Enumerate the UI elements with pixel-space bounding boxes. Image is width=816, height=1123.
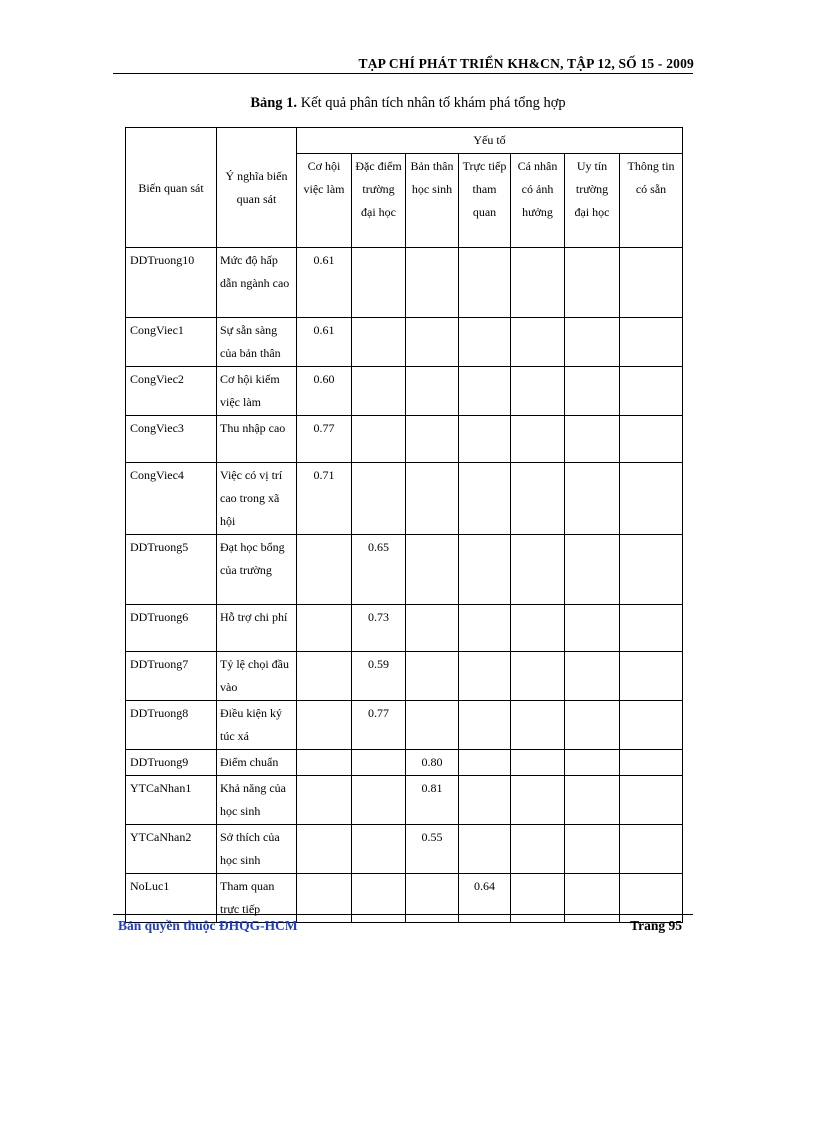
loading-cell [620,776,683,825]
loading-cell [297,701,352,750]
loading-cell [511,776,565,825]
header-factor-4: Trực tiếp tham quan [459,154,511,248]
table-row [126,416,683,463]
loading-cell [352,874,406,923]
variable-cell: CongViec3 [126,416,217,463]
loading-cell [511,248,565,318]
table-row [126,750,683,776]
meaning-cell: Hỗ trợ chi phí [217,605,297,652]
loading-cell: 0.73 [352,605,406,652]
loading-cell [297,874,352,923]
loading-cell [459,701,511,750]
table-row [126,248,683,318]
table-row [126,825,683,874]
meaning-cell: Mức độ hấp dẫn ngành cao [217,248,297,318]
loading-cell [511,605,565,652]
meaning-cell: Việc có vị trí cao trong xã hội [217,463,297,535]
table-row [126,367,683,416]
variable-cell: CongViec1 [126,318,217,367]
loading-cell [459,776,511,825]
loading-cell [352,776,406,825]
loading-cell [459,248,511,318]
loading-cell [620,318,683,367]
table-row [126,701,683,750]
meaning-cell: Điểm chuẩn [217,750,297,776]
loading-cell: 0.60 [297,367,352,416]
loading-cell [620,605,683,652]
table-row [126,874,683,923]
loading-cell [620,416,683,463]
loading-cell [459,750,511,776]
loading-cell [406,318,459,367]
meaning-cell: Thu nhập cao [217,416,297,463]
loading-cell: 0.61 [297,248,352,318]
loading-cell [459,535,511,605]
variable-cell: DDTruong8 [126,701,217,750]
loading-cell [459,463,511,535]
meaning-cell: Tỷ lệ chọi đầu vào [217,652,297,701]
loading-cell [511,318,565,367]
loading-cell [620,535,683,605]
footer-rule [113,914,693,915]
caption-label: Bảng 1. [250,95,298,111]
header-meaning: Ý nghĩa biến quan sát [217,128,297,248]
header-factor-2: Đặc điểm trường đại học [352,154,406,248]
journal-header: TẠP CHÍ PHÁT TRIỂN KH&CN, TẬP 12, SỐ 15 - 2009 [358,56,694,71]
loading-cell: 0.77 [352,701,406,750]
variable-cell: DDTruong9 [126,750,217,776]
loading-cell [511,367,565,416]
loading-cell [406,535,459,605]
variable-cell: DDTruong6 [126,605,217,652]
loading-cell [459,367,511,416]
loading-cell [565,367,620,416]
copyright-text: Bản quyền thuộc ĐHQG-HCM [118,918,298,933]
loading-cell [406,248,459,318]
loading-cell [511,463,565,535]
variable-cell: DDTruong10 [126,248,217,318]
header-factor-1: Cơ hội việc làm [297,154,352,248]
loading-cell [565,535,620,605]
loading-cell [352,248,406,318]
header-factor-7: Thông tin có sẵn [620,154,683,248]
header-rule [113,73,693,74]
header-factor-group: Yếu tố [297,128,683,154]
loading-cell: 0.65 [352,535,406,605]
loading-cell [297,776,352,825]
table-caption [0,95,816,112]
header-variable: Biến quan sát [126,128,217,248]
table-row [126,535,683,605]
loading-cell [352,318,406,367]
header-factor-5: Cá nhân có ảnh hưởng [511,154,565,248]
loading-cell [565,874,620,923]
meaning-cell: Sở thích của học sinh [217,825,297,874]
loading-cell [565,318,620,367]
variable-cell: YTCaNhan2 [126,825,217,874]
table-row [126,318,683,367]
table-row [126,652,683,701]
loading-cell [406,701,459,750]
loading-cell [352,367,406,416]
loading-cell [565,701,620,750]
loading-cell [459,825,511,874]
table-row [126,605,683,652]
loading-cell [459,652,511,701]
loading-cell [352,416,406,463]
loading-cell: 0.71 [297,463,352,535]
table-row [126,463,683,535]
loading-cell [620,825,683,874]
variable-cell: CongViec2 [126,367,217,416]
caption-text: Kết quả phân tích nhân tố khám phá tổng hợp [297,95,566,111]
loading-cell [565,825,620,874]
header-factor-3: Bản thân học sinh [406,154,459,248]
meaning-cell: Đạt học bổng của trường [217,535,297,605]
table-row [126,776,683,825]
loading-cell: 0.59 [352,652,406,701]
loading-cell [297,535,352,605]
loading-cell [406,463,459,535]
loading-cell [620,652,683,701]
loading-cell [565,605,620,652]
variable-cell: DDTruong5 [126,535,217,605]
header-row-group [126,128,683,154]
loading-cell: 0.77 [297,416,352,463]
loading-cell [406,605,459,652]
loading-cell [297,652,352,701]
loading-cell: 0.81 [406,776,459,825]
loading-cell [511,874,565,923]
loading-cell [620,701,683,750]
factor-analysis-table [125,127,683,923]
page-number: Trang 95 [630,918,682,933]
meaning-cell: Sự sẵn sàng của bản thân [217,318,297,367]
loading-cell [565,652,620,701]
variable-cell: DDTruong7 [126,652,217,701]
loading-cell [511,416,565,463]
loading-cell [297,825,352,874]
loading-cell [352,825,406,874]
table-body [126,128,683,923]
loading-cell [620,750,683,776]
loading-cell [565,776,620,825]
loading-cell [620,463,683,535]
header-factor-6: Uy tín trường đại học [565,154,620,248]
loading-cell: 0.80 [406,750,459,776]
loading-cell [565,416,620,463]
loading-cell [297,750,352,776]
loading-cell [565,463,620,535]
meaning-cell: Tham quan trực tiếp [217,874,297,923]
loading-cell [352,463,406,535]
loading-cell [406,652,459,701]
meaning-cell: Điều kiện ký túc xá [217,701,297,750]
loading-cell [620,367,683,416]
loading-cell [297,605,352,652]
loading-cell [565,248,620,318]
meaning-cell: Cơ hội kiếm việc làm [217,367,297,416]
loading-cell [352,750,406,776]
meaning-cell: Khả năng của học sinh [217,776,297,825]
loading-cell [459,318,511,367]
loading-cell [511,652,565,701]
loading-cell [620,248,683,318]
loading-cell [406,874,459,923]
loading-cell [565,750,620,776]
loading-cell: 0.64 [459,874,511,923]
loading-cell [511,701,565,750]
loading-cell [511,825,565,874]
loading-cell: 0.61 [297,318,352,367]
loading-cell [459,605,511,652]
loading-cell [406,416,459,463]
loading-cell [511,535,565,605]
variable-cell: NoLuc1 [126,874,217,923]
variable-cell: YTCaNhan1 [126,776,217,825]
loading-cell [459,416,511,463]
variable-cell: CongViec4 [126,463,217,535]
loading-cell: 0.55 [406,825,459,874]
loading-cell [620,874,683,923]
loading-cell [406,367,459,416]
loading-cell [511,750,565,776]
